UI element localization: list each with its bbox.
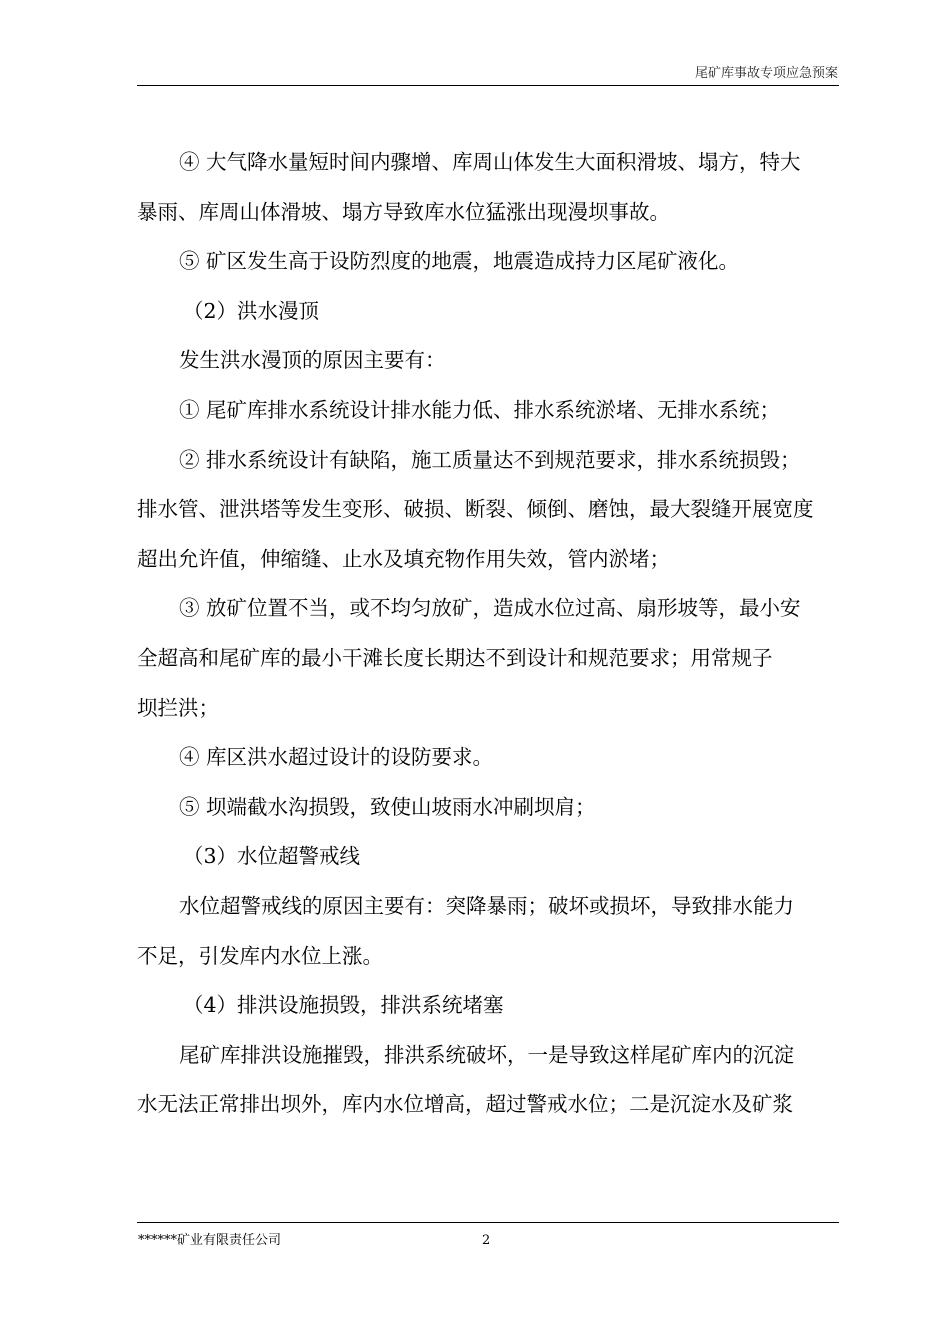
body-line: ④ 大气降水量短时间内骤增、库周山体发生大面积滑坡、塌方，特大 [179, 150, 801, 174]
section-heading: （4）排洪设施损毁，排洪系统堵塞 [183, 993, 504, 1018]
body-line: 超出允许值，伸缩缝、止水及填充物作用失效，管内淤堵； [137, 546, 670, 571]
header-divider [137, 85, 839, 86]
body-line: ⑤ 矿区发生高于设防烈度的地震，地震造成持力区尾矿液化。 [179, 249, 740, 274]
document-body [137, 138, 839, 1130]
body-line: 全超高和尾矿库的最小干滩长度长期达不到设计和规范要求；用常规子 [137, 645, 773, 670]
section-heading: （3）水位超警戒线 [183, 844, 361, 869]
body-line: ③ 放矿位置不当，或不均匀放矿，造成水位过高、扇形坡等，最小安 [179, 596, 801, 621]
body-line: ① 尾矿库排水系统设计排水能力低、排水系统淤堵、无排水系统； [179, 397, 781, 422]
body-line: 尾矿库排洪设施摧毁，排洪系统破坏，一是导致这样尾矿库内的沉淀 [179, 1042, 794, 1067]
footer-company-name: ******矿业有限责任公司 [138, 1233, 282, 1248]
body-line: 发生洪水漫顶的原因主要有： [179, 348, 446, 373]
body-line: 坝拦洪； [137, 695, 219, 720]
body-line: ④ 库区洪水超过设计的设防要求。 [179, 745, 494, 770]
footer-divider [137, 1222, 839, 1223]
body-line: 暴雨、库周山体滑坡、塌方导致库水位猛涨出现漫坝事故。 [137, 199, 670, 224]
body-line: 排水管、泄洪塔等发生变形、破损、断裂、倾倒、磨蚀，最大裂缝开展宽度 [137, 497, 814, 522]
body-line: ② 排水系统设计有缺陷，施工质量达不到规范要求，排水系统损毁； [179, 447, 801, 472]
body-line: 水无法正常排出坝外，库内水位增高，超过警戒水位；二是沉淀水及矿浆 [137, 1092, 793, 1117]
body-line: ⑤ 坝端截水沟损毁，致使山坡雨水冲刷坝肩； [179, 794, 596, 819]
body-line: 水位超警戒线的原因主要有：突降暴雨；破坏或损坏，导致排水能力 [179, 893, 794, 918]
header-title: 尾矿库事故专项应急预案 [694, 66, 838, 81]
section-heading: （2）洪水漫顶 [183, 298, 320, 323]
body-line: 不足，引发库内水位上涨。 [137, 943, 383, 968]
page-number: 2 [482, 1233, 491, 1248]
